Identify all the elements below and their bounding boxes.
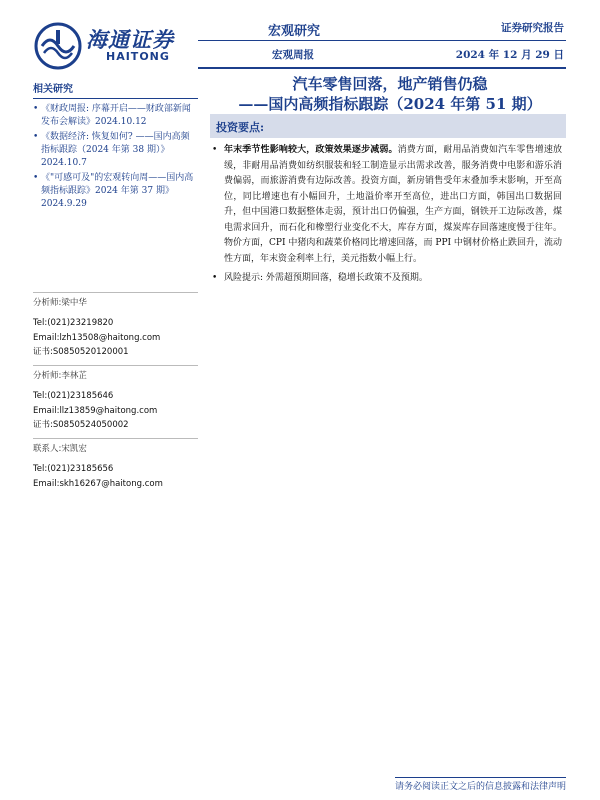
related-research-item[interactable]: • 《"可感可及"的宏观转向周——国内高频指标跟踪》2024 年第 37 期》2024.9.29 <box>33 172 198 211</box>
header-divider-thick <box>198 67 566 69</box>
investment-highlights-header <box>210 114 566 138</box>
report-category: 宏观研究 <box>268 24 321 39</box>
analyst-tel: Tel:(021)23185646 <box>33 391 114 401</box>
related-research-heading: 相关研究 <box>33 80 198 99</box>
contact-card <box>33 438 198 492</box>
related-research-panel <box>33 80 198 213</box>
haitong-logo <box>34 22 194 70</box>
haitong-emblem-icon <box>34 22 82 70</box>
analyst-card <box>33 365 198 432</box>
investment-highlights-label: 投资要点: <box>216 121 265 134</box>
analyst-card <box>33 292 198 359</box>
related-research-item[interactable]: • 《数据经济: 恢复如何? ——国内高频指标跟踪（2024 年第 38 期）》2024.10.7 <box>33 131 198 170</box>
risk-bullet <box>210 271 562 287</box>
contact-email[interactable]: Email:skh16267@haitong.com <box>33 479 163 489</box>
related-research-item[interactable]: • 《财政周报: 序幕开启——财政部新闻发布会解读》2024.10.12 <box>33 103 198 129</box>
analyst-tel: Tel:(021)23219820 <box>33 318 114 328</box>
risk-body: 风险提示: 外需超预期回落，稳增长政策不及预期。 <box>224 273 428 283</box>
analyst-contacts <box>33 292 198 494</box>
report-type: 证券研究报告 <box>501 22 564 34</box>
highlight-body: 消费方面，耐用品消费如汽车零售增速放缓，非耐用品消费如纺织服装和轻工制造显示出需求改善，服务消费中电影和游乐消费偏弱，而旅游消费有边际改善。投资方面，新房销售受年末叠加季末影响，开至高位，同比增速也有小幅回升，土地溢价率开至高位，进出口方面，韩国出口数据回升，但中国港口数据整体走弱，预计出口仍偏强，生产方面，钢铁开工边际改善，煤电需求回升，而石化和橡塑行业变化不大，库存方面，煤炭库存回落速度慢于往年。物价方面，CPI 中猪肉和蔬菜价格同比增速回落，而 PPI 中钢材价格止跌回升，流动性方面，年末资金利率上行，美元指数小幅上行。 <box>224 145 562 264</box>
report-date: 2024 年 12 月 29 日 <box>455 49 564 61</box>
investment-highlights-list <box>210 143 562 291</box>
legal-disclaimer: 请务必阅读正文之后的信息披露和法律声明 <box>394 782 566 792</box>
analyst-email[interactable]: Email:llz13859@haitong.com <box>33 406 158 416</box>
contact-name: 联系人:宋凯宏 <box>33 444 87 454</box>
logo-english-text: HAITONG <box>106 50 170 63</box>
bullet-icon: • <box>212 273 218 283</box>
analyst-name: 分析师:梁中华 <box>33 298 87 308</box>
analyst-email[interactable]: Email:lzh13508@haitong.com <box>33 333 161 343</box>
logo-chinese-text: 海通证券 <box>86 27 174 52</box>
footer-divider <box>395 777 566 778</box>
header-divider-thin <box>198 40 566 41</box>
bullet-icon: • <box>212 145 218 155</box>
analyst-cert: 证书:S0850524050002 <box>33 420 129 430</box>
report-subcategory: 宏观周报 <box>272 49 314 61</box>
report-subtitle: ——国内高频指标跟踪（2024 年第 51 期） <box>238 95 542 113</box>
highlight-lead: 年末季节性影响较大，政策效果逐步减弱。 <box>224 145 398 155</box>
related-research-list <box>33 103 198 211</box>
report-title: 汽车零售回落，地产销售仍稳 <box>292 75 488 93</box>
analyst-name: 分析师:李林芷 <box>33 371 87 381</box>
contact-tel: Tel:(021)23185656 <box>33 464 114 474</box>
highlight-bullet <box>210 143 562 267</box>
analyst-cert: 证书:S0850520120001 <box>33 347 129 357</box>
